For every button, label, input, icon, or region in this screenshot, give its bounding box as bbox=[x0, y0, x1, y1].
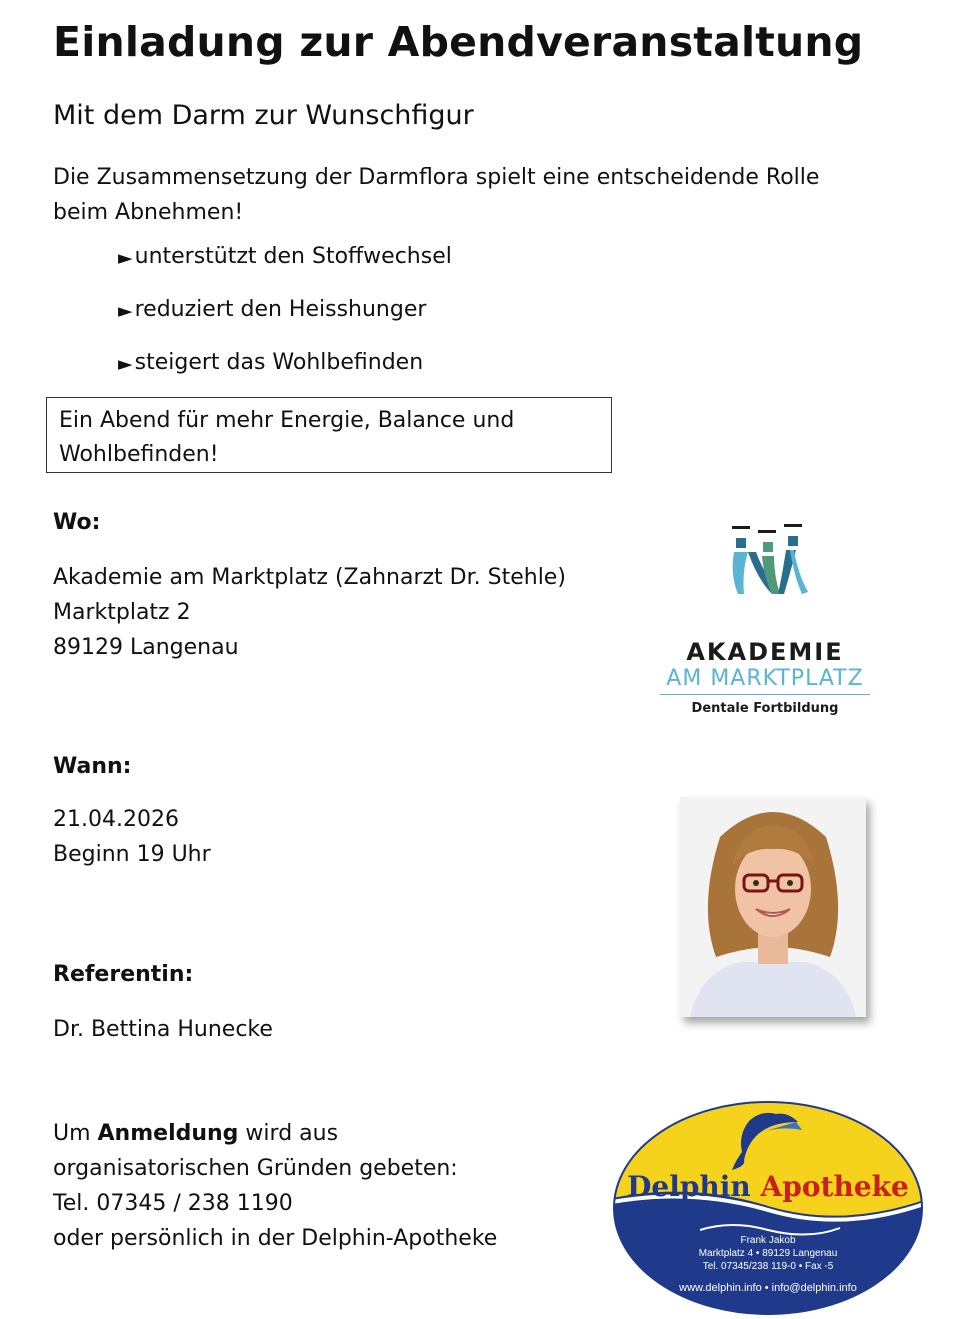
registration-line: organisatorischen Gründen gebeten: bbox=[53, 1156, 458, 1181]
speaker-portrait-image bbox=[680, 797, 866, 1017]
where-label: Wo: bbox=[53, 510, 101, 535]
akademie-logo-title: AKADEMIE bbox=[686, 638, 844, 666]
when-label: Wann: bbox=[53, 754, 132, 779]
triangle-bullet-icon: ► bbox=[118, 247, 133, 269]
delphin-logo-name-part1: Delphin bbox=[627, 1170, 751, 1203]
benefit-list bbox=[118, 244, 452, 403]
address-line: Akademie am Marktplatz (Zahnarzt Dr. Stehle) bbox=[53, 565, 566, 590]
speaker-name: Dr. Bettina Hunecke bbox=[53, 1017, 273, 1042]
registration-line: oder persönlich in der Delphin-Apotheke bbox=[53, 1226, 498, 1251]
registration-line: Um Anmeldung wird aus bbox=[53, 1121, 339, 1146]
event-start: Beginn 19 Uhr bbox=[53, 842, 211, 867]
delphin-logo-web: www.delphin.info • info@delphin.info bbox=[679, 1282, 857, 1294]
list-item bbox=[118, 244, 452, 297]
list-item-label: steigert das Wohlbefinden bbox=[134, 350, 424, 375]
delphin-logo-wordmark bbox=[612, 1170, 924, 1203]
delphin-logo-name-part2: Apotheke bbox=[760, 1170, 909, 1203]
list-item-label: unterstützt den Stoffwechsel bbox=[134, 244, 452, 269]
delphin-logo-owner: Frank Jakob bbox=[740, 1235, 796, 1246]
where-address bbox=[53, 560, 566, 665]
akademie-logo bbox=[650, 518, 880, 728]
akademie-logo-subtitle: AM MARKTPLATZ bbox=[666, 666, 864, 691]
registration-phone: Tel. 07345 / 238 1190 bbox=[53, 1191, 293, 1216]
graduates-icon bbox=[650, 518, 880, 598]
when-details bbox=[53, 802, 211, 872]
highlight-box: Ein Abend für mehr Energie, Balance und Wohlbefinden! bbox=[46, 397, 612, 473]
list-item bbox=[118, 350, 452, 403]
registration-info bbox=[53, 1116, 497, 1256]
event-date: 21.04.2026 bbox=[53, 807, 179, 832]
delphin-logo-contact bbox=[612, 1234, 924, 1273]
akademie-logo-divider bbox=[660, 694, 870, 695]
page-title: Einladung zur Abendveranstaltung bbox=[53, 18, 864, 66]
intro-text: Die Zusammensetzung der Darmflora spielt eine entscheidende Rolle beim Abnehmen! bbox=[53, 165, 820, 225]
akademie-logo-tagline: Dentale Fortbildung bbox=[691, 701, 839, 716]
list-item-label: reduziert den Heisshunger bbox=[134, 297, 427, 322]
delphin-logo-address: Marktplatz 4 • 89129 Langenau bbox=[698, 1248, 838, 1259]
speaker-photo bbox=[680, 797, 866, 1017]
speaker-label: Referentin: bbox=[53, 962, 194, 987]
address-line: Marktplatz 2 bbox=[53, 600, 191, 625]
delphin-logo-phone: Tel. 07345/238 119-0 • Fax -5 bbox=[702, 1261, 834, 1272]
triangle-bullet-icon: ► bbox=[118, 353, 133, 375]
page-subtitle: Mit dem Darm zur Wunschfigur bbox=[53, 100, 474, 131]
delphin-apotheke-logo bbox=[612, 1100, 924, 1315]
address-line: 89129 Langenau bbox=[53, 635, 239, 660]
registration-emphasis: Anmeldung bbox=[97, 1121, 239, 1146]
triangle-bullet-icon: ► bbox=[118, 300, 133, 322]
list-item bbox=[118, 297, 452, 350]
